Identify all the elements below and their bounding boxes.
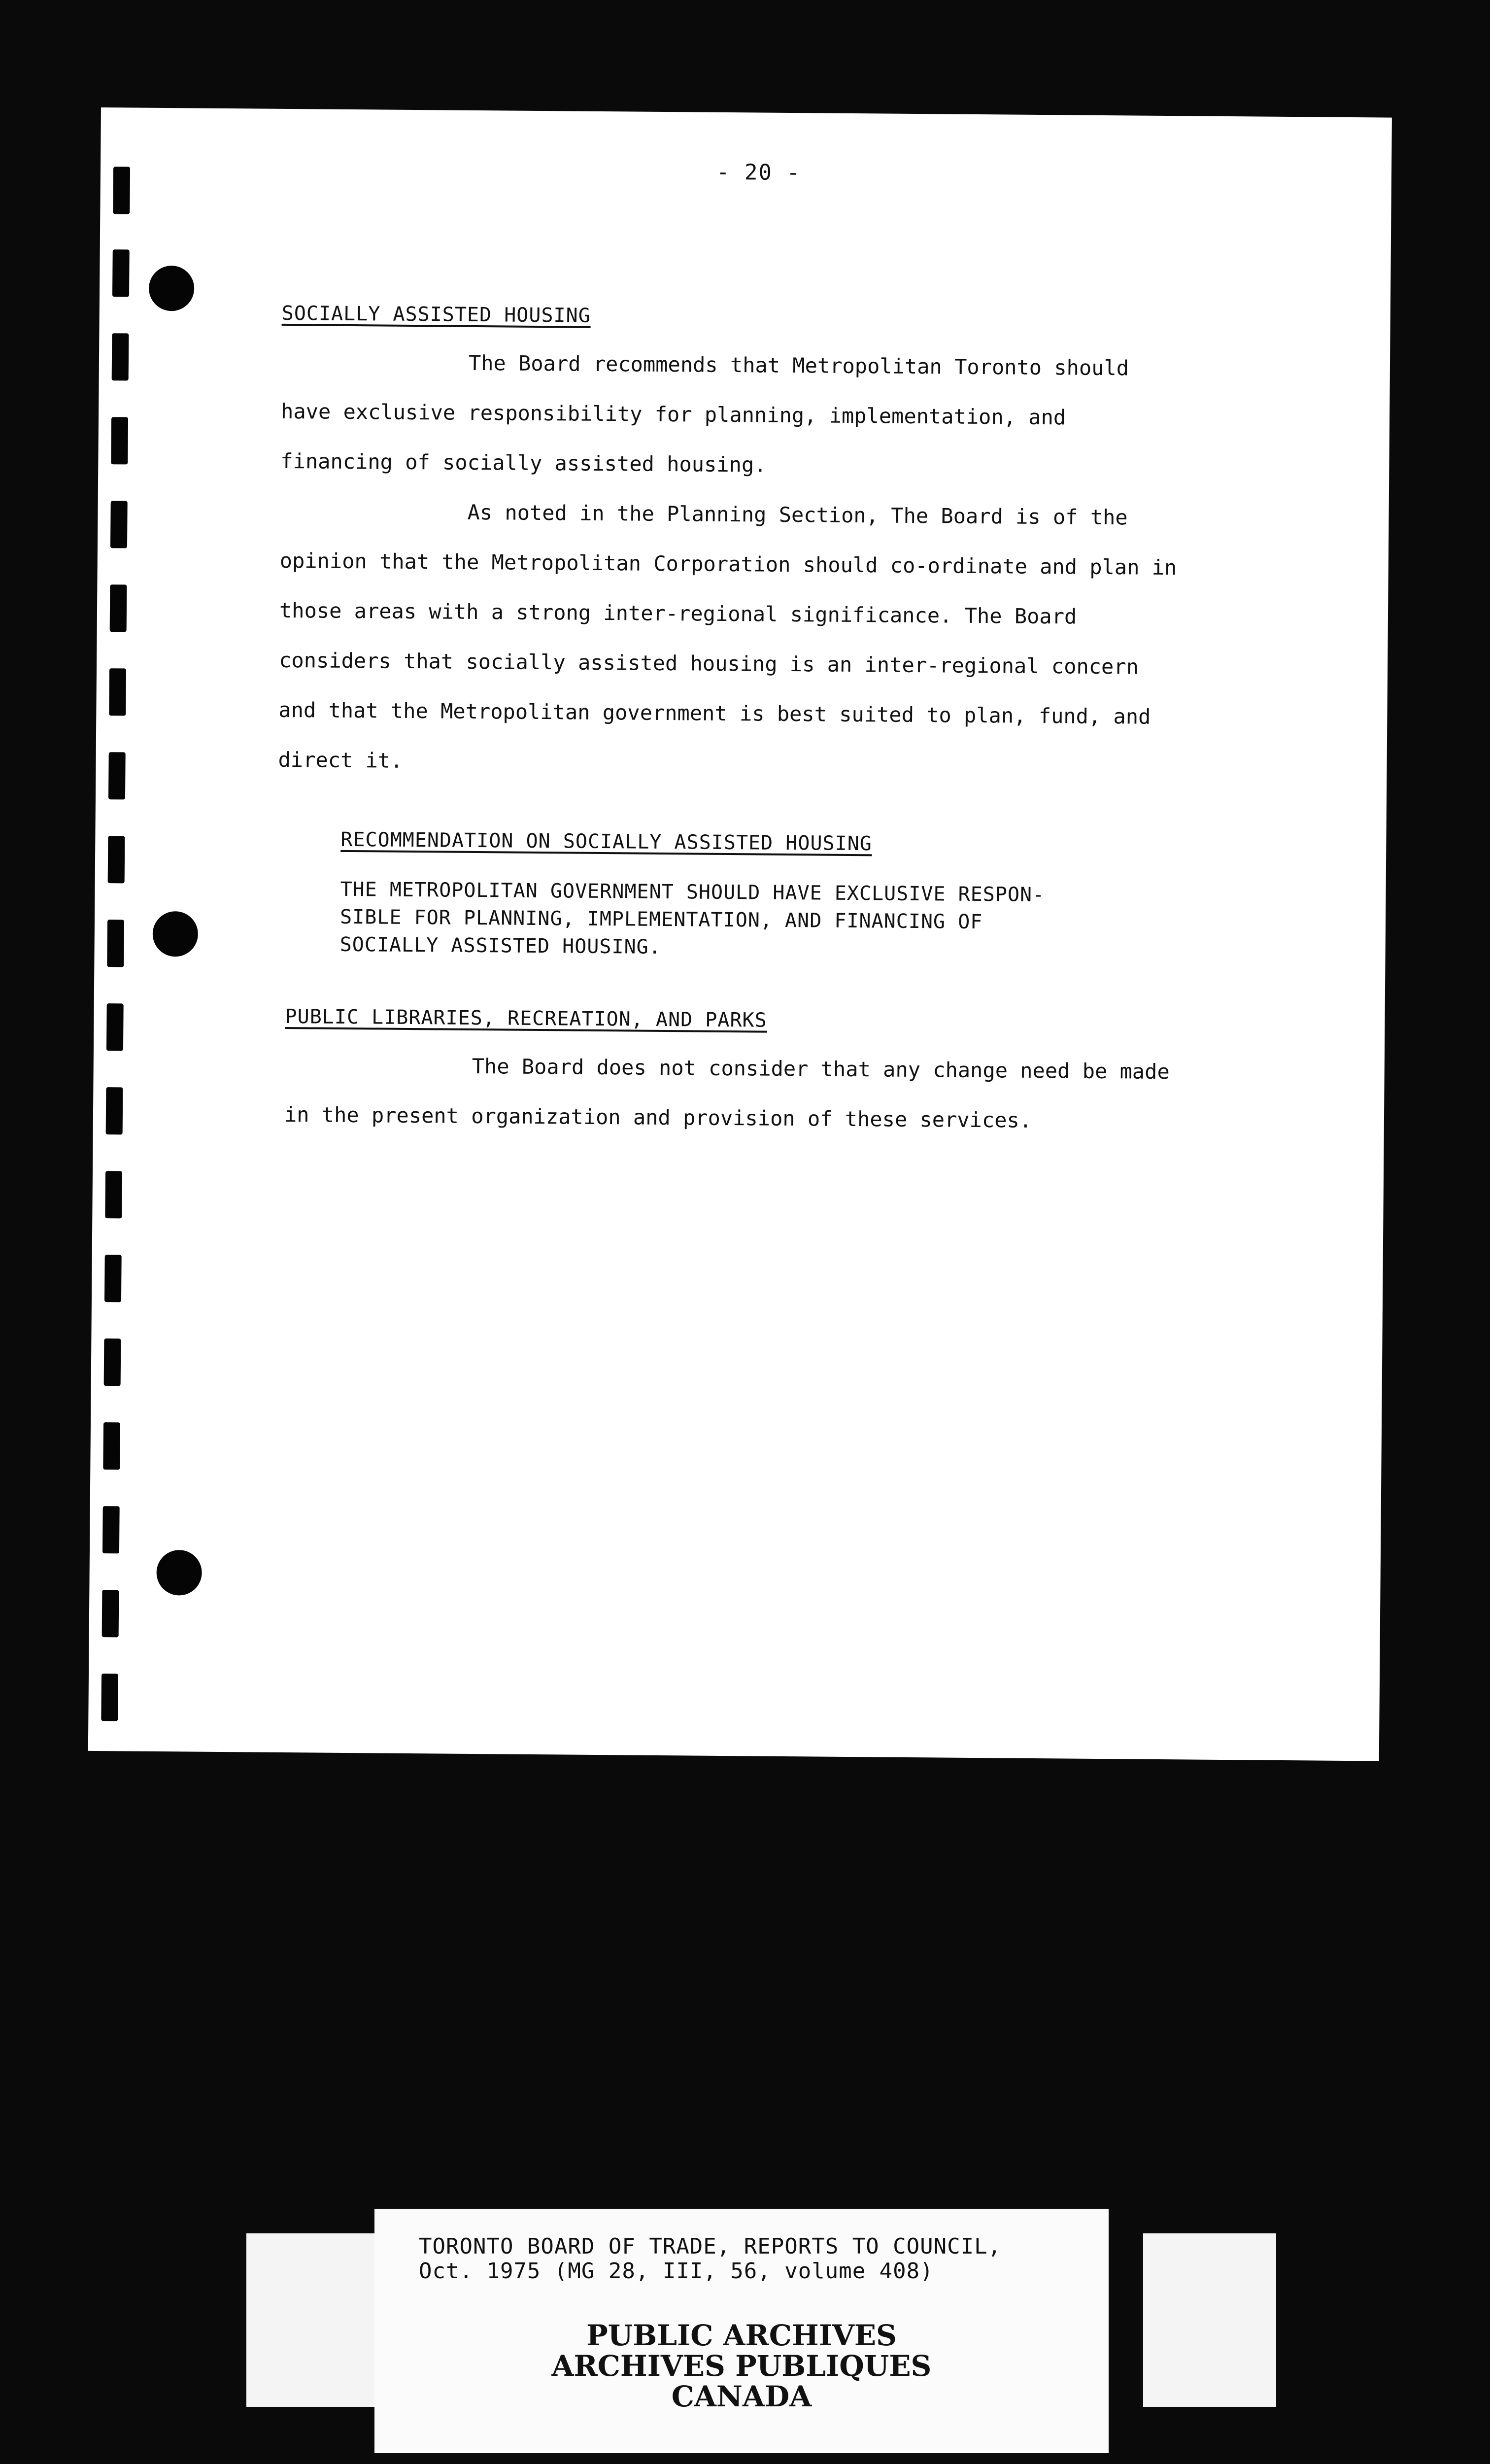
binder-edge-mark — [106, 1087, 123, 1134]
binder-edge-mark — [107, 920, 124, 967]
archive-reference — [419, 2234, 1001, 2284]
binder-edge-mark — [104, 1338, 121, 1386]
document-page — [88, 107, 1392, 1761]
label-side-panel-left — [246, 2233, 379, 2407]
archive-reference-line-1: TORONTO BOARD OF TRADE, REPORTS TO COUNCIL, — [419, 2234, 1002, 2259]
binder-edge-mark — [108, 752, 126, 799]
binder-edge-mark — [101, 1674, 118, 1721]
punch-hole-top — [149, 266, 195, 311]
binder-edge-mark — [102, 1506, 120, 1553]
stamp-line-3: CANADA — [671, 2380, 812, 2413]
binder-edge-mark — [102, 1590, 119, 1637]
stamp-line-1: PUBLIC ARCHIVES — [586, 2319, 897, 2352]
section-heading-public-libraries: PUBLIC LIBRARIES, RECREATION, AND PARKS — [285, 1005, 767, 1032]
section-heading-socially-assisted-housing: SOCIALLY ASSISTED HOUSING — [281, 302, 591, 327]
recommendation-heading: RECOMMENDATION ON SOCIALLY ASSISTED HOUSING — [340, 828, 873, 856]
recommendation-block — [339, 828, 1243, 965]
binder-edge-mark — [113, 167, 130, 214]
binder-edge-mark — [112, 249, 130, 297]
binder-edge-mark — [103, 1422, 120, 1470]
binder-edge-mark — [108, 836, 125, 883]
stamp-line-2: ARCHIVES PUBLIQUES — [551, 2349, 932, 2383]
binder-edge-mark — [112, 333, 129, 380]
public-archives-stamp — [374, 2320, 1109, 2412]
recommendation-text: THE METROPOLITAN GOVERNMENT SHOULD HAVE EXCLUSIVE RESPON- SIBLE FOR PLANNING, IMPLEMENTATION, AND FINANCING OF SOCIALLY ASSISTED HOUSING. — [339, 878, 1045, 958]
binder-edge-mark — [110, 584, 127, 632]
binder-edge-mark — [104, 1255, 122, 1302]
binder-edge-mark — [106, 1003, 124, 1051]
page-number: - 20 - — [716, 159, 801, 186]
archive-label — [374, 2209, 1109, 2453]
binder-edge-mark — [110, 501, 128, 548]
paragraph-board-recommends: The Board recommends that Metropolitan Toronto should have exclusive responsibility for planning, implementation, and financing of socially assisted housing. — [280, 350, 1129, 477]
archive-reference-line-2: Oct. 1975 (MG 28, III, 56, volume 408) — [419, 2259, 934, 2284]
binder-edge-mark — [111, 417, 128, 464]
paragraph-no-change: The Board does not consider that any change need be made in the present organization and provision of these services. — [284, 1054, 1170, 1132]
binder-edge-mark — [105, 1171, 122, 1218]
binder-edge-mark — [109, 668, 126, 716]
label-side-panel-right — [1143, 2233, 1276, 2407]
punch-hole-bottom — [156, 1550, 202, 1596]
document-body — [275, 302, 1248, 1147]
punch-hole-middle — [152, 911, 198, 957]
paragraph-planning-section: As noted in the Planning Section, The Board is of the opinion that the Metropolitan Corporation should co-ordinate and plan in those areas with a strong inter-regional significance. The Board considers that socially assisted housing is an inter-regional concern and that the Metropolitan government is best suited to plan, fund, and direct it. — [278, 500, 1177, 773]
